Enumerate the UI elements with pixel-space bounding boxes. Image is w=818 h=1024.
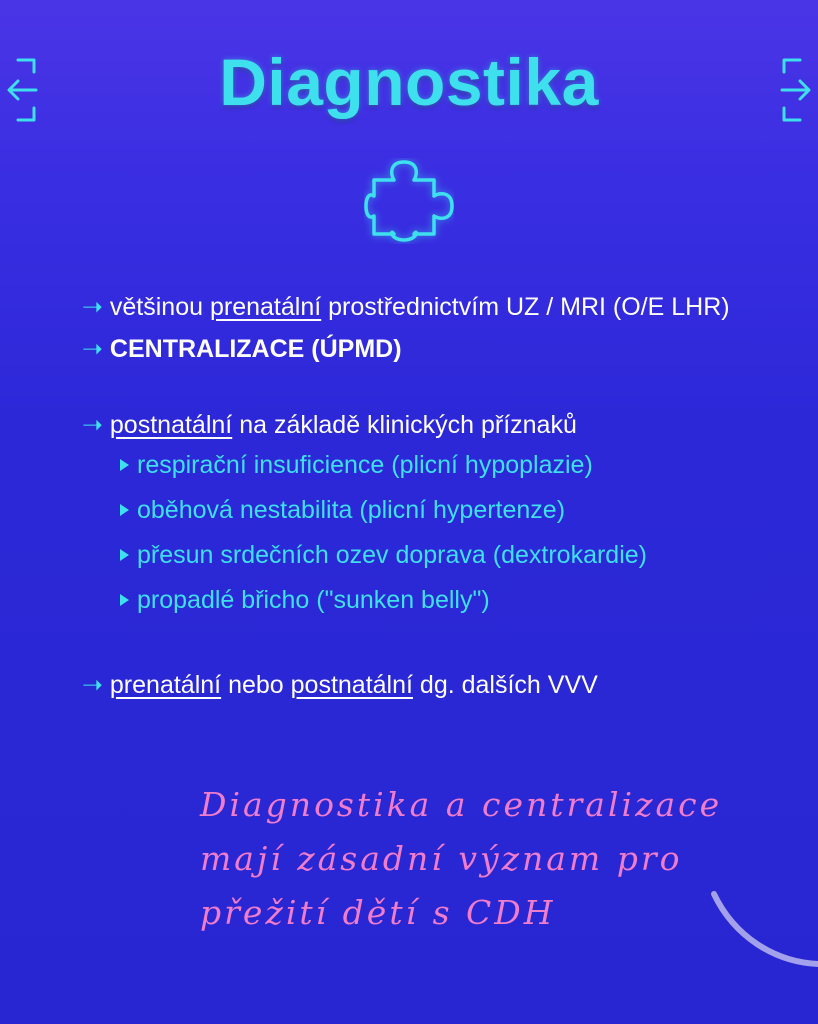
triangle-bullet-icon — [120, 504, 129, 516]
list-item-text: propadlé břicho ("sunken belly") — [137, 586, 490, 614]
text: nebo — [228, 671, 284, 699]
list-item — [120, 536, 647, 581]
decorative-arc — [700, 880, 818, 990]
paragraph-other-defects — [82, 664, 742, 706]
page-title: Diagnostika — [219, 45, 599, 119]
arrow-right-icon: ➝ — [82, 671, 103, 699]
arrow-right-icon: ➝ — [82, 411, 103, 439]
triangle-bullet-icon — [120, 594, 129, 606]
symptom-list — [120, 446, 647, 626]
text: dg. dalších VVV — [419, 671, 598, 699]
paragraph-postnatal — [82, 404, 742, 446]
handwritten-note — [200, 778, 780, 940]
text: prostřednictvím UZ / MRI (O/E LHR) — [328, 293, 730, 321]
list-item-text: přesun srdečních ozev doprava (dextrokardie) — [137, 541, 647, 569]
note-line: přežití dětí s CDH — [200, 893, 556, 932]
arrow-right-icon: ➝ — [82, 293, 103, 321]
triangle-bullet-icon — [120, 549, 129, 561]
arrow-right-icon: ➝ — [82, 335, 103, 363]
underlined-term: prenatální — [109, 671, 222, 699]
note-line: mají zásadní význam pro — [200, 839, 683, 878]
bold-term: CENTRALIZACE (ÚPMD) — [109, 335, 402, 363]
list-item-text: oběhová nestabilita (plicní hypertenze) — [137, 496, 566, 524]
puzzle-piece-icon — [364, 158, 454, 244]
note-line: Diagnostika a centralizace — [200, 785, 723, 824]
list-item — [120, 446, 647, 491]
text: na základě klinických příznaků — [239, 411, 577, 439]
list-item — [120, 491, 647, 536]
list-item — [120, 581, 647, 626]
paragraph-prenatal — [82, 286, 742, 370]
triangle-bullet-icon — [120, 459, 129, 471]
list-item-text: respirační insuficience (plicní hypoplazie) — [137, 451, 593, 479]
text: většinou — [109, 293, 204, 321]
underlined-term: prenatální — [209, 293, 322, 321]
underlined-term: postnatální — [109, 411, 233, 439]
underlined-term: postnatální — [290, 671, 413, 699]
